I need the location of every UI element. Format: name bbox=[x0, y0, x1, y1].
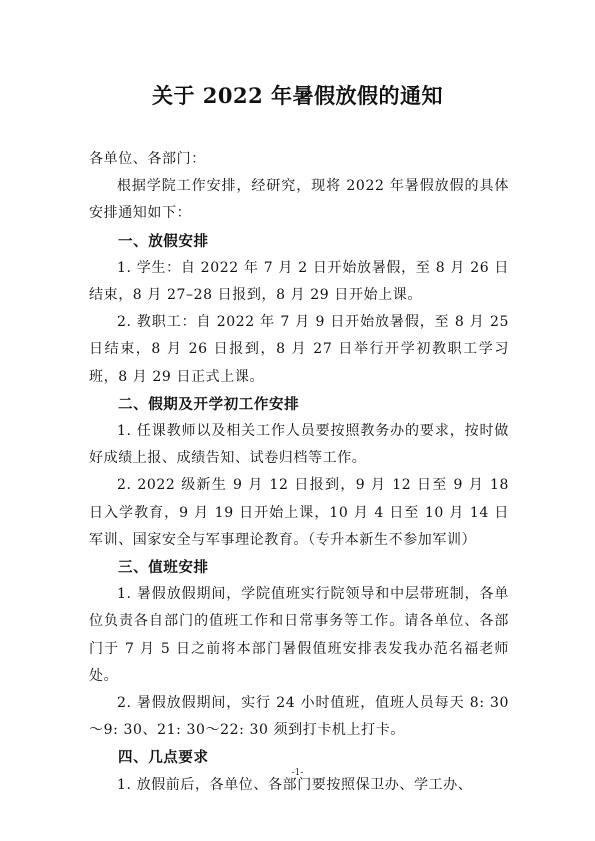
paragraph-staff: 2. 教职工：自 2022 年 7 月 9 日开始放暑假，至 8 月 25 日结束，8 月 26 日报到，8 月 27 日举行开学初教职工学习班，8 月 29 日正式上课。 bbox=[89, 314, 509, 385]
salutation: 各单位、各部门： bbox=[89, 151, 206, 167]
paragraph-requirements: 1. 放假前后，各单位、各部门要按照保卫办、学工办、 bbox=[117, 776, 473, 793]
document-title: 关于 2022 年暑假放假的通知 bbox=[151, 83, 444, 108]
page-number: -1- bbox=[291, 768, 304, 778]
paragraph-teachers: 1. 任课教师以及相关工作人员要按照教务办的要求，按时做好成绩上报、成绩告知、试卷归档等工作。 bbox=[89, 423, 509, 467]
paragraph-duty-system: 1. 暑假放假期间，学院值班实行院领导和中层带班制，各单位负责各自部门的值班工作和日常事务等工作。请各单位、各部门于 7 月 5 日之前将本部门暑假值班安排表发我办范名福老师处。 bbox=[89, 586, 509, 684]
paragraph-freshmen: 2. 2022 级新生 9 月 12 日报到，9 月 12 日至 9 月 18 日入学教育，9 月 19 日开始上课，10 月 4 日至 10 月 14 日军训、国家安全与军事理论教育。（专升本新生不参加军训） bbox=[89, 477, 509, 548]
intro-paragraph: 根据学院工作安排，经研究，现将 2022 年暑假放假的具体安排通知如下： bbox=[89, 178, 509, 222]
paragraph-students: 1. 学生：自 2022 年 7 月 2 日开始放暑假，至 8 月 26 日结束，8 月 27–28 日报到，8 月 29 日开始上课。 bbox=[89, 259, 509, 304]
section-heading-duty-arrangements: 三、值班安排 bbox=[118, 559, 209, 577]
document-body bbox=[89, 146, 509, 799]
paragraph-duty-hours: 2. 暑假放假期间，实行 24 小时值班，值班人员每天 8: 30～9: 30、21: 30～22: 30 须到打卡机上打卡。 bbox=[89, 695, 509, 739]
section-heading-requirements: 四、几点要求 bbox=[118, 749, 209, 767]
section-heading-work-arrangements: 二、假期及开学初工作安排 bbox=[118, 395, 300, 413]
section-heading-vacation-schedule: 一、放假安排 bbox=[118, 232, 209, 250]
